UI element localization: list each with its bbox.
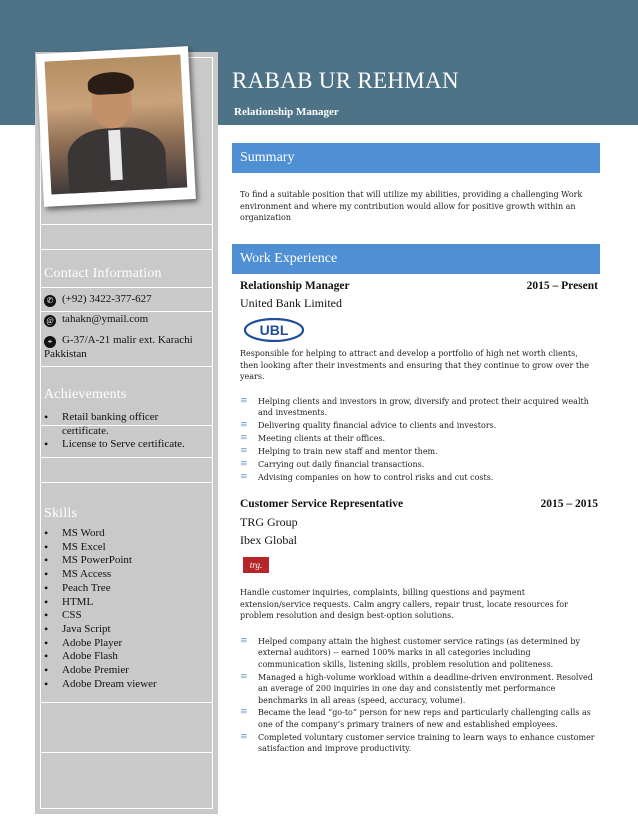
skill-item: • Adobe Player <box>44 637 209 651</box>
achievement-item: • Retail banking officer certificate. <box>44 411 209 438</box>
skills-list <box>44 527 209 691</box>
job-header <box>240 498 598 510</box>
address-line1: G-37/A-21 malir ext. Karachi <box>62 334 193 346</box>
divider <box>40 311 213 312</box>
job-description: Responsible for helping to attract and develop a portfolio of high net worth clients, then looking after their investments and ensuring that they continue to grow over the years. <box>240 349 589 381</box>
job-header <box>240 280 598 292</box>
skill-item: • MS PowerPoint <box>44 554 209 568</box>
job-bullets <box>240 636 595 756</box>
contact-email <box>44 313 148 327</box>
divider <box>40 752 213 753</box>
job-description: Handle customer inquiries, complaints, billing questions and payment extension/service requests. Calm angry callers, repair trust, locate resources for problem resolution and design best-option solutions. <box>240 588 568 620</box>
skill-item: • MS Word <box>44 527 209 541</box>
ubl-logo <box>243 318 305 342</box>
job-bullet: ≡ Delivering quality financial advice to clients and investors. <box>240 420 595 431</box>
photo-shirt <box>108 130 123 181</box>
divider <box>40 224 213 225</box>
job-bullet: ≡ Became the lead “go-to” person for new reps and particularly challenging calls as one of the company’s primary trainers of new and established employees. <box>240 707 595 730</box>
skill-item: • CSS <box>44 609 209 623</box>
divider <box>40 287 213 288</box>
contact-address <box>44 334 209 361</box>
job-bullet: ≡ Helped company attain the highest customer service ratings (as determined by external auditors) -- earned 100% marks in all categories including communication skills, listening skills, problem resolution and politeness. <box>240 636 595 670</box>
job-bullet: ≡ Advising companies on how to control risks and cut costs. <box>240 472 595 483</box>
achievements-heading: Achievements <box>44 387 127 402</box>
phone-text: (+92) 3422-377-627 <box>62 293 152 305</box>
skill-item: • Java Script <box>44 623 209 637</box>
skill-item: • Peach Tree <box>44 582 209 596</box>
summary-heading: Summary <box>232 143 600 173</box>
divider <box>40 457 213 458</box>
divider <box>40 482 213 483</box>
job-company: TRG Group <box>240 515 298 529</box>
divider <box>40 249 213 250</box>
candidate-title: Relationship Manager <box>234 106 339 118</box>
job-dates: 2015 – Present <box>526 280 598 292</box>
job-company-secondary: Ibex Global <box>240 533 297 547</box>
job-title: Relationship Manager <box>240 280 350 292</box>
job-title: Customer Service Representative <box>240 498 404 510</box>
email-text: tahakn@ymail.com <box>62 313 149 325</box>
achievements-list <box>44 411 209 452</box>
job-bullet: ≡ Managed a high-volume workload within a deadline-driven environment. Resolved an average of 200 inquiries in one day and consistently met performance benchmarks in all areas (speed, accuracy, volume). <box>240 672 595 706</box>
trg-logo: trg. <box>243 557 269 573</box>
svg-text:UBL: UBL <box>259 322 289 338</box>
contact-phone <box>44 293 152 307</box>
email-icon: @ <box>44 315 56 327</box>
skill-item: • Adobe Premier <box>44 664 209 678</box>
photo-image <box>45 55 188 195</box>
skill-item: • Adobe Dream viewer <box>44 678 209 692</box>
job-bullet: ≡ Helping to train new staff and mentor them. <box>240 446 595 457</box>
profile-photo <box>36 46 196 207</box>
address-line2: Pakkistan <box>44 348 87 360</box>
skill-item: • HTML <box>44 596 209 610</box>
skill-item: • MS Excel <box>44 541 209 555</box>
skill-item: • MS Access <box>44 568 209 582</box>
job-bullet: ≡ Completed voluntary customer service training to learn ways to enhance customer satisfaction and improve productivity. <box>240 732 595 755</box>
job-bullet: ≡ Carrying out daily financial transactions. <box>240 459 595 470</box>
job-bullet: ≡ Helping clients and investors in grow, diversify and protect their acquired wealth and investments. <box>240 396 595 419</box>
photo-hair <box>87 71 134 95</box>
candidate-name: RABAB UR REHMAN <box>232 68 459 93</box>
location-pin-icon: ⌖ <box>44 336 56 348</box>
job-bullets <box>240 396 595 485</box>
contact-heading: Contact Information <box>44 266 162 281</box>
divider <box>40 702 213 703</box>
skill-item: • Adobe Flash <box>44 650 209 664</box>
job-company: United Bank Limited <box>240 296 342 310</box>
divider <box>40 366 213 367</box>
achievement-item: • License to Serve certificate. <box>44 438 209 452</box>
phone-icon: ✆ <box>44 295 56 307</box>
skills-heading: Skills <box>44 506 78 521</box>
job-dates: 2015 – 2015 <box>540 498 598 510</box>
summary-text: To find a suitable position that will utilize my abilities, providing a challenging Work environment and where my contribution would allow for positive growth within an organization <box>240 190 583 222</box>
work-experience-heading: Work Experience <box>232 244 600 274</box>
job-bullet: ≡ Meeting clients at their offices. <box>240 433 595 444</box>
